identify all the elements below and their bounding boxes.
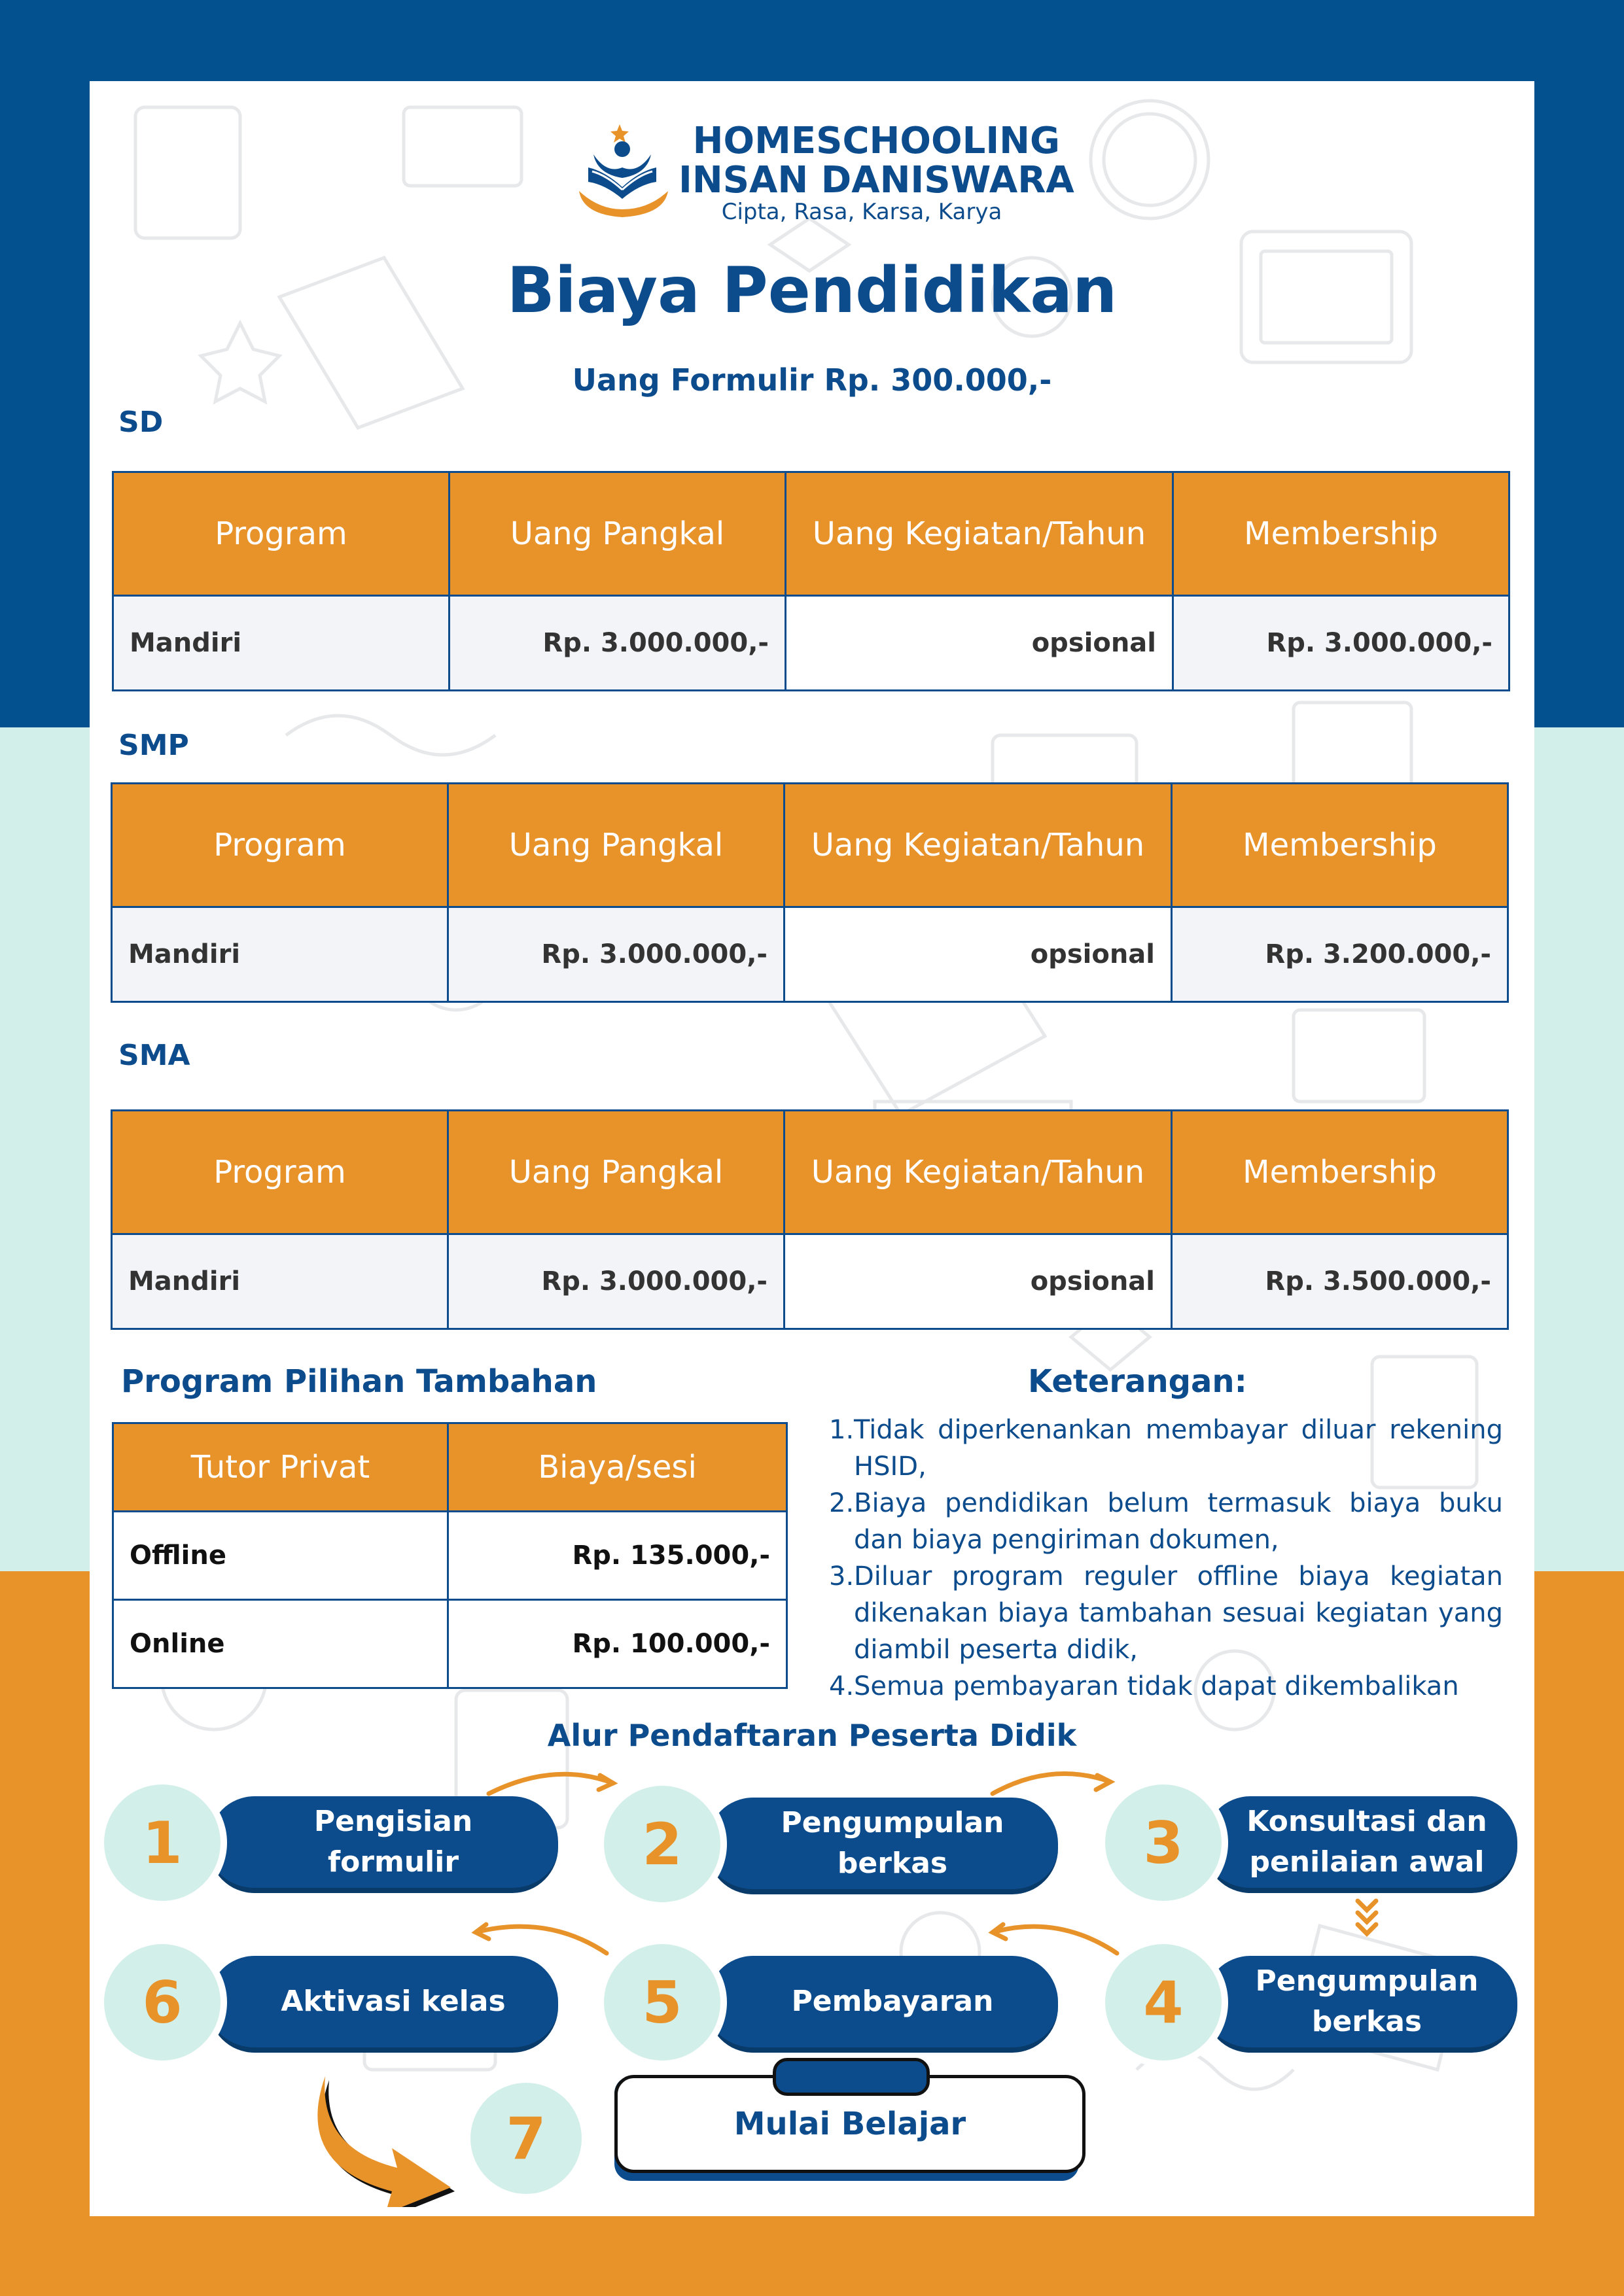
col-header-program: Program bbox=[112, 1111, 448, 1234]
cell-uang-pangkal: Rp. 3.000.000,- bbox=[450, 596, 786, 691]
level-label-smp: SMP bbox=[118, 729, 189, 762]
col-header-membership: Membership bbox=[1172, 1111, 1508, 1234]
arrow-5-to-6-icon bbox=[476, 1926, 607, 1953]
note-item: 1. Tidak diperkenankan membayar diluar rekening HSID, bbox=[829, 1415, 1503, 1482]
logo-line-2: INSAN DANISWARA bbox=[679, 159, 1074, 201]
flow-step-2-number: 2 bbox=[604, 1786, 720, 1902]
arrow-4-to-5-icon bbox=[993, 1926, 1117, 1953]
col-header-uang-kegiatan: Uang Kegiatan/Tahun bbox=[785, 1111, 1172, 1234]
note-item: 4. Semua pembayaran tidak dapat dikembalikan bbox=[829, 1671, 1459, 1701]
cell-uang-pangkal: Rp. 3.000.000,- bbox=[448, 1234, 785, 1329]
cell-uang-kegiatan: opsional bbox=[785, 1234, 1172, 1329]
cell-membership: Rp. 3.200.000,- bbox=[1172, 907, 1508, 1002]
col-header-uang-kegiatan: Uang Kegiatan/Tahun bbox=[786, 472, 1173, 596]
flow-title: Alur Pendaftaran Peserta Didik bbox=[547, 1718, 1077, 1753]
cell-tutor-name: Offline bbox=[113, 1512, 448, 1600]
flow-step-6-number: 6 bbox=[104, 1944, 221, 2061]
document-sheet bbox=[90, 81, 1534, 2216]
note-text: Biaya pendidikan belum termasuk biaya buku dan biaya pengiriman dokumen, bbox=[854, 1488, 1503, 1555]
note-text: Semua pembayaran tidak dapat dikembalikan bbox=[854, 1671, 1459, 1701]
cell-program: Mandiri bbox=[112, 1234, 448, 1329]
logo-tagline: Cipta, Rasa, Karsa, Karya bbox=[721, 199, 1002, 225]
flow-arrows bbox=[90, 81, 1534, 2216]
col-header-uang-pangkal: Uang Pangkal bbox=[450, 472, 786, 596]
note-item: 3. Diluar program reguler offline biaya kegiatan dikenakan biaya tambahan sesuai kegiatan yang diambil peserta didik, bbox=[829, 1561, 1503, 1665]
arrow-2-to-3-icon bbox=[993, 1774, 1110, 1794]
cell-membership: Rp. 3.500.000,- bbox=[1172, 1234, 1508, 1329]
logo-line-1: HOMESCHOOLING bbox=[692, 120, 1060, 162]
cell-uang-kegiatan: opsional bbox=[786, 596, 1173, 691]
cell-uang-kegiatan: opsional bbox=[785, 907, 1172, 1002]
col-header-program: Program bbox=[112, 784, 448, 907]
level-label-sma: SMA bbox=[118, 1039, 190, 1072]
note-item: 2. Biaya pendidikan belum termasuk biaya buku dan biaya pengiriman dokumen, bbox=[829, 1488, 1503, 1555]
flow-step-1-number: 1 bbox=[104, 1784, 221, 1901]
cell-tutor-price: Rp. 100.000,- bbox=[448, 1600, 787, 1688]
flow-step-2-label: Pengumpulan berkas bbox=[781, 1806, 1004, 1880]
col-header-program: Program bbox=[113, 472, 450, 596]
note-text: Diluar program reguler offline biaya kegiatan dikenakan biaya tambahan sesuai kegiatan yang diambil peserta didik, bbox=[854, 1561, 1503, 1665]
arrow-head-icon bbox=[1096, 1775, 1110, 1790]
flow-step-7-number: 7 bbox=[470, 2083, 582, 2194]
flow-step-3-number: 3 bbox=[1105, 1784, 1222, 1901]
flow-step-6-label: Aktivasi kelas bbox=[281, 1985, 506, 2018]
page-title: Biaya Pendidikan bbox=[506, 254, 1118, 327]
col-header-membership: Membership bbox=[1172, 784, 1508, 907]
extra-program-title: Program Pilihan Tambahan bbox=[121, 1363, 597, 1400]
level-label-sd: SD bbox=[118, 406, 164, 439]
flow-step-5-label: Pembayaran bbox=[791, 1985, 994, 2018]
col-header-uang-pangkal: Uang Pangkal bbox=[448, 1111, 785, 1234]
cell-tutor-price: Rp. 135.000,- bbox=[448, 1512, 787, 1600]
chevrons-down-icon bbox=[1358, 1901, 1376, 1934]
note-text: Tidak diperkenankan membayar diluar rekening HSID, bbox=[854, 1415, 1503, 1482]
flow-step-4-number: 4 bbox=[1105, 1944, 1222, 2061]
col-header-uang-kegiatan: Uang Kegiatan/Tahun bbox=[785, 784, 1172, 907]
flow-step-7-label: Mulai Belajar bbox=[614, 2075, 1086, 2173]
cell-program: Mandiri bbox=[113, 596, 450, 691]
notes-title: Keterangan: bbox=[1028, 1363, 1247, 1400]
flow-step-3-label: Konsultasi dan penilaian awal bbox=[1246, 1805, 1487, 1879]
col-header-biaya: Biaya/sesi bbox=[448, 1423, 787, 1512]
arrow-1-to-2-icon bbox=[489, 1774, 613, 1794]
flow-step-4-label: Pengumpulan berkas bbox=[1255, 1964, 1479, 2038]
start-box-tab bbox=[773, 2058, 930, 2096]
cell-program: Mandiri bbox=[112, 907, 448, 1002]
cell-membership: Rp. 3.000.000,- bbox=[1173, 596, 1509, 691]
col-header-tutor: Tutor Privat bbox=[113, 1423, 448, 1512]
col-header-uang-pangkal: Uang Pangkal bbox=[448, 784, 785, 907]
cell-uang-pangkal: Rp. 3.000.000,- bbox=[448, 907, 785, 1002]
flow-step-1-label: Pengisian formulir bbox=[313, 1805, 473, 1879]
cell-tutor-name: Online bbox=[113, 1600, 448, 1688]
flow-step-5-number: 5 bbox=[604, 1944, 720, 2061]
curved-arrow-icon bbox=[306, 2070, 456, 2207]
form-fee: Uang Formulir Rp. 300.000,- bbox=[572, 362, 1052, 398]
col-header-membership: Membership bbox=[1173, 472, 1509, 596]
